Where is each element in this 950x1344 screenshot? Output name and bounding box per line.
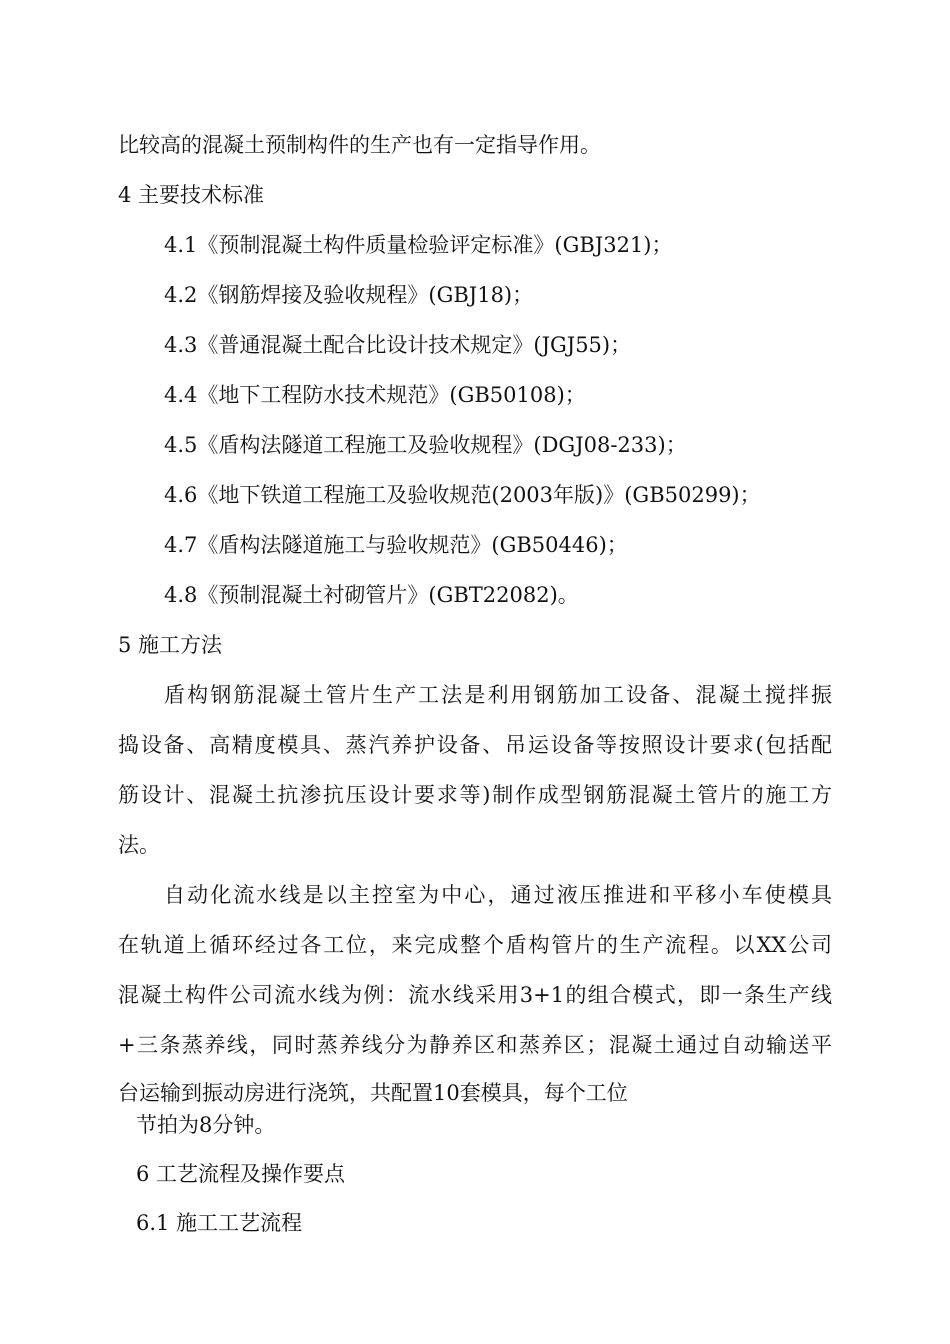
standard-item: 4.6《地下铁道工程施工及验收规范(2003年版)》(GB50299)； [164, 483, 761, 507]
standard-item: 4.4《地下工程防水技术规范》(GB50108)； [164, 383, 586, 407]
paragraph-intro-tail: 比较高的混凝土预制构件的生产也有一定指导作用。 [118, 133, 601, 157]
standard-item: 4.5《盾构法隧道工程施工及验收规程》(DGJ08-233)； [164, 433, 687, 457]
standard-item: 4.7《盾构法隧道施工与验收规范》(GB50446)； [164, 533, 628, 557]
paragraph-line: 筋设计、混凝土抗渗抗压设计要求等)制作成型钢筋混凝土管片的施工方 [118, 783, 832, 807]
paragraph-line: 混凝土构件公司流水线为例：流水线采用3+1的组合模式，即一条生产线 [118, 983, 832, 1007]
paragraph-line: 法。 [118, 833, 160, 857]
paragraph-line: 台运输到振动房进行浇筑，共配置10套模具，每个工位 [118, 1081, 628, 1105]
section-5-heading: 5 施工方法 [118, 633, 223, 657]
paragraph-line: 盾构钢筋混凝土管片生产工法是利用钢筋加工设备、混凝土搅拌振 [164, 683, 832, 707]
paragraph-line: 自动化流水线是以主控室为中心，通过液压推进和平移小车使模具 [164, 883, 832, 907]
standard-item: 4.2《钢筋焊接及验收规程》(GBJ18)； [164, 283, 534, 307]
standard-item: 4.8《预制混凝土衬砌管片》(GBT22082)。 [164, 583, 579, 607]
paragraph-line: 节拍为8分钟。 [136, 1113, 276, 1137]
section-6-heading: 6 工艺流程及操作要点 [136, 1162, 346, 1186]
section-4-heading: 4 主要技术标准 [118, 183, 265, 207]
paragraph-line: +三条蒸养线，同时蒸养线分为静养区和蒸养区；混凝土通过自动输送平 [118, 1033, 832, 1057]
paragraph-line: 在轨道上循环经过各工位，来完成整个盾构管片的生产流程。以XX公司 [118, 933, 832, 957]
standard-item: 4.1《预制混凝土构件质量检验评定标准》(GBJ321)； [164, 233, 673, 257]
section-6-1-heading: 6.1 施工工艺流程 [136, 1211, 303, 1235]
paragraph-line: 捣设备、高精度模具、蒸汽养护设备、吊运设备等按照设计要求(包括配 [118, 733, 832, 757]
standard-item: 4.3《普通混凝土配合比设计技术规定》(JGJ55)； [164, 333, 632, 357]
